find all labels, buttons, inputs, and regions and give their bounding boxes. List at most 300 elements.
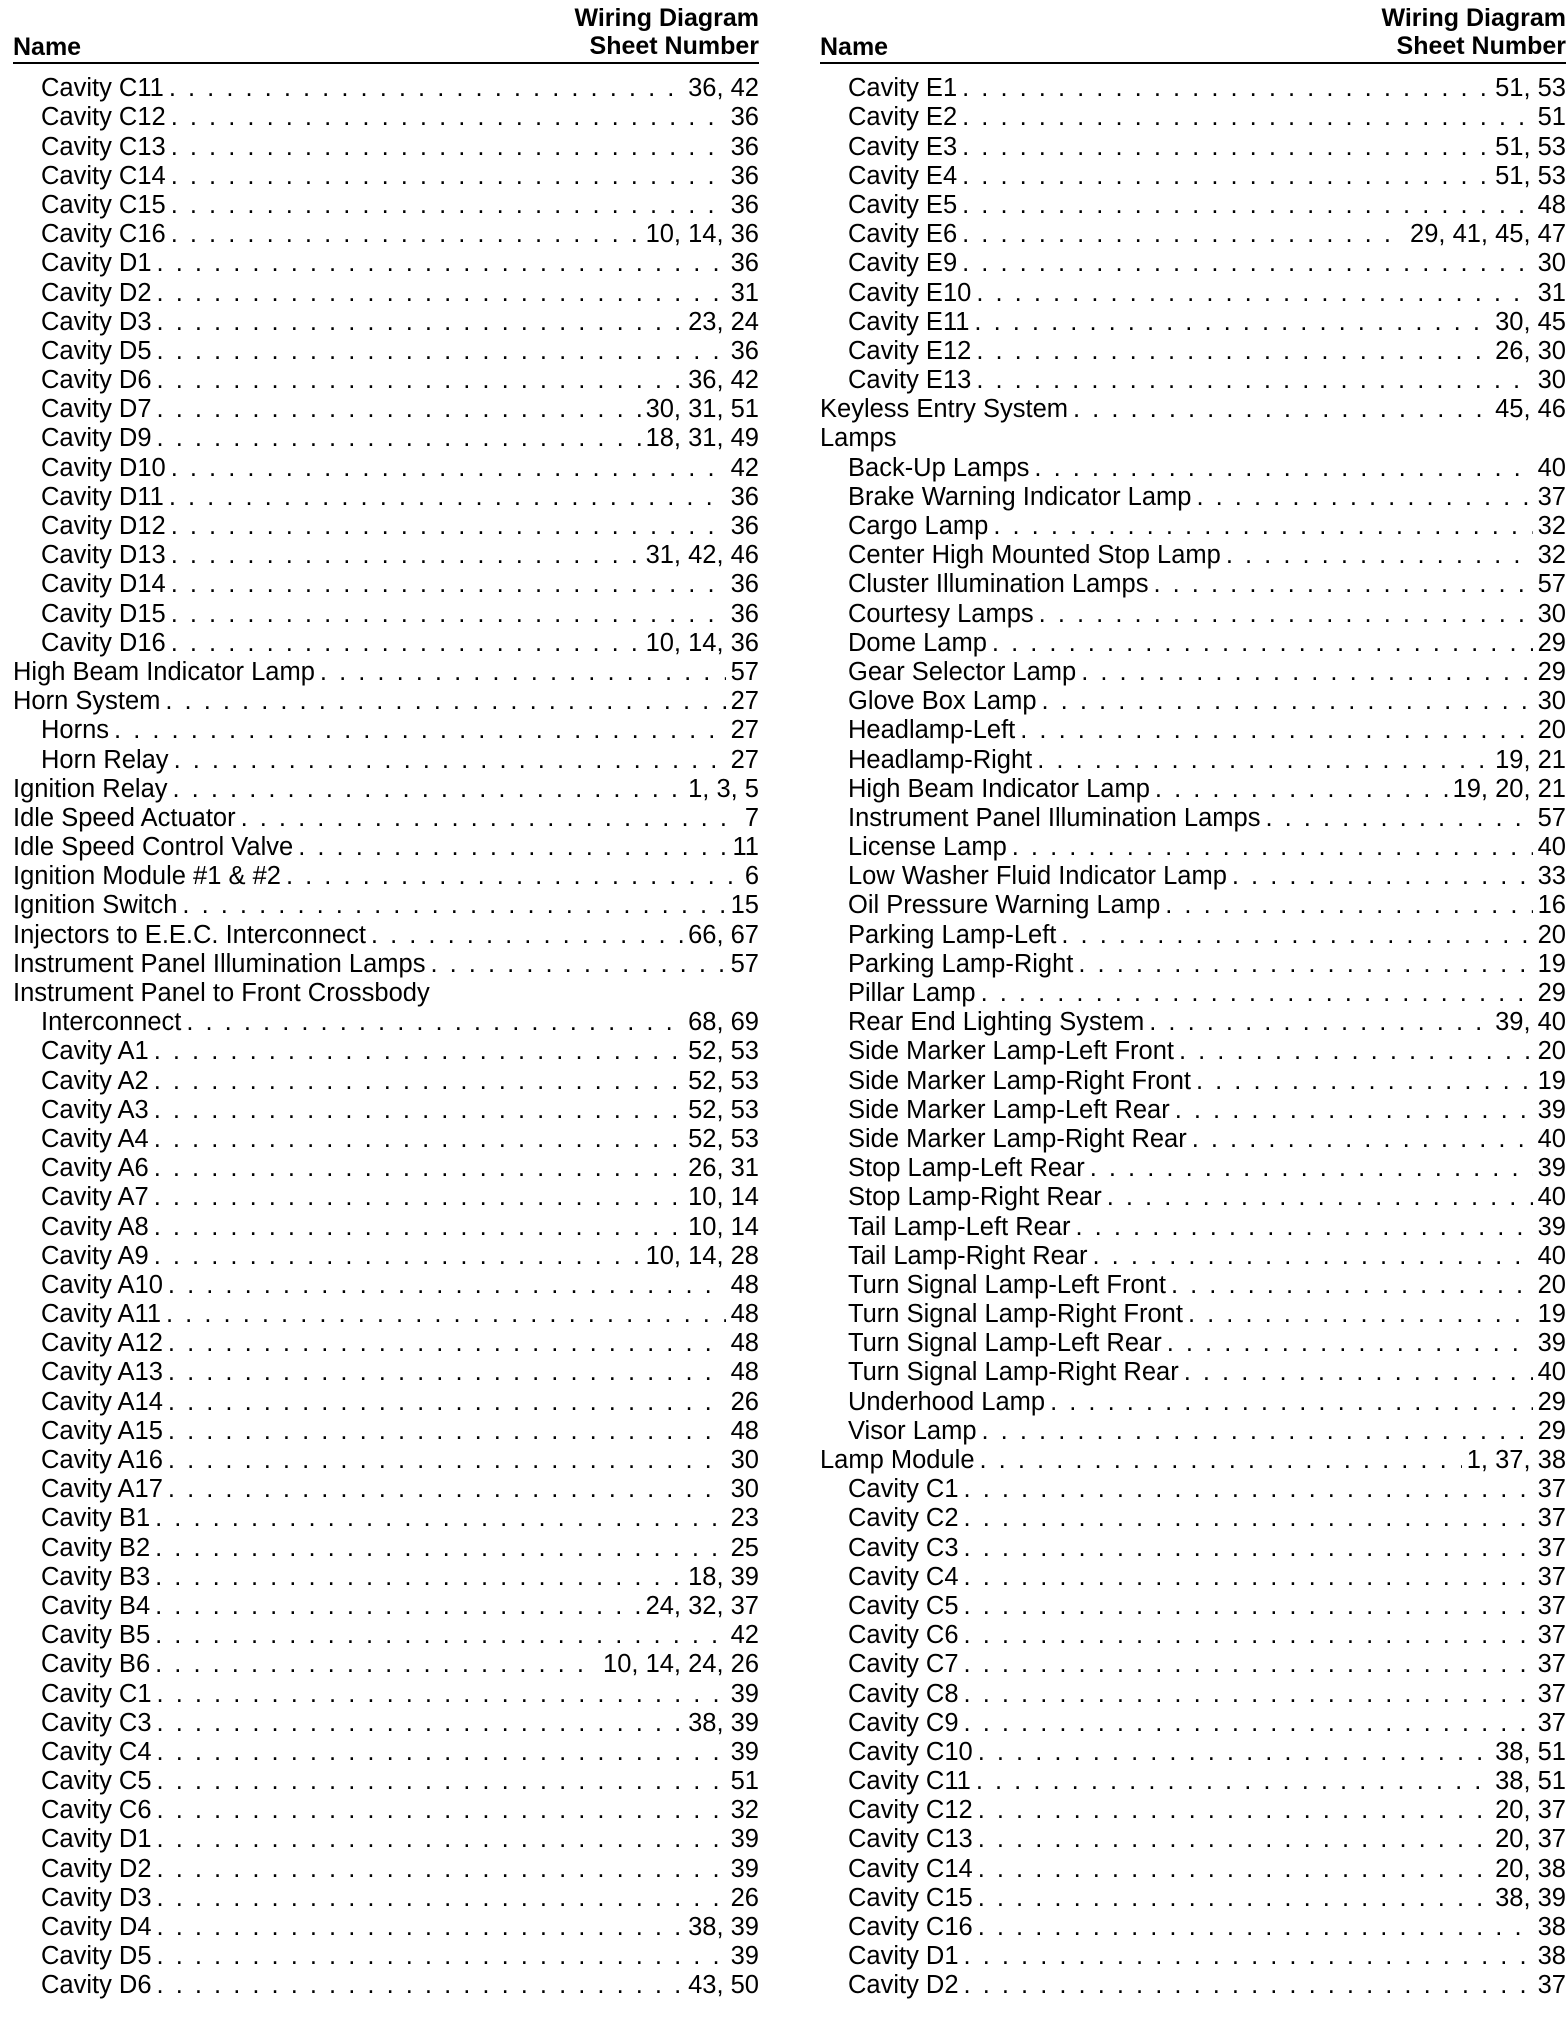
dot-leader xyxy=(168,1329,726,1357)
entry-name: Ignition Relay xyxy=(13,774,168,803)
dot-leader xyxy=(962,191,1533,219)
entry-name: Cavity C7 xyxy=(848,1650,959,1679)
entry-name: Cavity D15 xyxy=(41,599,166,628)
entry-name: High Beam Indicator Lamp xyxy=(848,774,1150,803)
entry-sheet-numbers: 27 xyxy=(730,687,759,716)
dot-leader xyxy=(1153,570,1532,598)
entry-sheet-numbers: 20, 38 xyxy=(1495,1854,1566,1883)
index-entry xyxy=(820,1299,1566,1328)
index-entry xyxy=(820,1328,1566,1357)
entry-sheet-numbers: 36 xyxy=(730,599,759,628)
entry-sheet-numbers: 39 xyxy=(730,1679,759,1708)
entry-name: Cavity E6 xyxy=(848,220,958,249)
entry-name: Back-Up Lamps xyxy=(848,453,1030,482)
entry-name: Idle Speed Control Valve xyxy=(13,833,294,862)
entry-sheet-numbers: 52, 53 xyxy=(688,1124,759,1153)
dot-leader xyxy=(154,1067,683,1095)
entry-name: Cavity A9 xyxy=(41,1241,149,1270)
index-entry xyxy=(13,248,759,277)
dot-leader xyxy=(1149,1008,1490,1036)
dot-leader xyxy=(964,1534,1533,1562)
entry-name: Cavity E10 xyxy=(848,278,972,307)
entry-sheet-numbers: 36 xyxy=(730,103,759,132)
index-entry xyxy=(820,452,1566,481)
index-entry xyxy=(13,511,759,540)
dot-leader xyxy=(168,1388,726,1416)
sheet-number-column-heading xyxy=(1381,4,1566,60)
dot-leader xyxy=(962,133,1490,161)
dot-leader xyxy=(157,1796,726,1824)
entry-name: Horn Relay xyxy=(41,745,169,774)
entry-sheet-numbers: 51, 53 xyxy=(1495,161,1566,190)
entry-sheet-numbers: 10, 14, 24, 26 xyxy=(603,1650,759,1679)
entry-sheet-numbers: 30 xyxy=(1537,366,1566,395)
entry-name: Idle Speed Actuator xyxy=(13,803,236,832)
entry-sheet-numbers: 32 xyxy=(730,1796,759,1825)
index-entry xyxy=(13,890,759,919)
entry-name: Tail Lamp-Right Rear xyxy=(848,1241,1088,1270)
index-entry xyxy=(13,628,759,657)
dot-leader xyxy=(964,1621,1533,1649)
entry-name: Cavity C16 xyxy=(848,1913,973,1941)
index-entry xyxy=(13,423,759,452)
entry-sheet-numbers: 20 xyxy=(1537,716,1566,745)
entry-sheet-numbers: 26 xyxy=(730,1387,759,1416)
entry-name: Cavity C13 xyxy=(848,1825,973,1854)
index-entry xyxy=(820,336,1566,365)
dot-leader xyxy=(1226,541,1533,569)
index-entry xyxy=(820,1182,1566,1211)
entry-name: Cavity E11 xyxy=(848,307,970,336)
dot-leader xyxy=(157,366,684,394)
entry-name: Courtesy Lamps xyxy=(848,599,1034,628)
entry-sheet-numbers: 39 xyxy=(730,1825,759,1854)
entry-sheet-numbers: 29 xyxy=(1537,979,1566,1007)
dot-leader xyxy=(157,249,726,277)
index-entry xyxy=(820,686,1566,715)
dot-leader xyxy=(964,1971,1533,1999)
index-entry xyxy=(820,1737,1566,1766)
entry-sheet-numbers: 38 xyxy=(1537,1913,1566,1941)
dot-leader xyxy=(1090,1154,1533,1182)
dot-leader xyxy=(157,279,726,307)
entry-sheet-numbers: 19, 20, 21 xyxy=(1452,774,1566,803)
index-entry xyxy=(820,890,1566,919)
entry-sheet-numbers: 1, 37, 38 xyxy=(1466,1446,1566,1474)
entry-name: Cavity A14 xyxy=(41,1387,163,1416)
index-entry xyxy=(820,1853,1566,1882)
index-entry xyxy=(13,1824,759,1853)
entry-sheet-numbers: 37 xyxy=(1537,1533,1566,1562)
entry-name: Gear Selector Lamp xyxy=(848,657,1077,686)
dot-leader xyxy=(174,746,726,774)
index-entry xyxy=(820,511,1566,540)
index-entry xyxy=(13,1328,759,1357)
entry-sheet-numbers: 20 xyxy=(1537,1037,1566,1066)
index-entry xyxy=(820,1124,1566,1153)
index-entry xyxy=(820,1270,1566,1299)
dot-leader xyxy=(1175,1096,1533,1124)
entry-sheet-numbers: 19 xyxy=(1537,1066,1566,1095)
entry-sheet-numbers: 51 xyxy=(1537,103,1566,132)
entry-sheet-numbers: 31, 42, 46 xyxy=(645,541,759,570)
index-entry xyxy=(820,1708,1566,1737)
dot-leader xyxy=(1265,804,1532,832)
dot-leader xyxy=(165,687,725,715)
entry-sheet-numbers: 51, 53 xyxy=(1495,132,1566,161)
dot-leader xyxy=(157,308,684,336)
index-entry xyxy=(820,1241,1566,1270)
dot-leader xyxy=(154,1242,641,1270)
entry-name: Cavity A10 xyxy=(41,1270,163,1299)
entry-name: Cavity D13 xyxy=(41,541,166,570)
entry-sheet-numbers: 26 xyxy=(730,1883,759,1912)
index-entries-right xyxy=(820,73,1566,1999)
entry-name: Cavity B1 xyxy=(41,1504,151,1533)
index-entry xyxy=(13,1036,759,1065)
entry-sheet-numbers: 40 xyxy=(1537,833,1566,862)
entry-name: Cavity A11 xyxy=(41,1300,162,1329)
entry-sheet-numbers: 33 xyxy=(1537,862,1566,891)
index-entry xyxy=(13,1883,759,1912)
entry-name: Cavity A3 xyxy=(41,1095,149,1124)
entry-name: Pillar Lamp xyxy=(848,979,976,1007)
dot-leader xyxy=(964,1475,1533,1503)
entry-name: Cavity D9 xyxy=(41,424,152,453)
entry-name: Cavity E13 xyxy=(848,366,972,395)
entry-name: Cavity A15 xyxy=(41,1416,163,1445)
index-entry xyxy=(13,1153,759,1182)
dot-leader xyxy=(155,1563,683,1591)
dot-leader xyxy=(182,891,725,919)
entry-name: Cavity D4 xyxy=(41,1913,152,1941)
dot-leader xyxy=(976,366,1532,394)
index-entry xyxy=(820,73,1566,102)
entry-name: Turn Signal Lamp-Left Front xyxy=(848,1270,1166,1299)
entry-sheet-numbers: 30 xyxy=(1537,599,1566,628)
entry-sheet-numbers: 39 xyxy=(730,1854,759,1883)
entry-name: Lamps xyxy=(820,424,897,453)
entry-name: Cavity C14 xyxy=(848,1854,973,1883)
entry-sheet-numbers: 39 xyxy=(1537,1329,1566,1358)
entry-name: Cavity E9 xyxy=(848,249,958,278)
dot-leader xyxy=(171,191,726,219)
dot-leader xyxy=(976,279,1532,307)
entry-sheet-numbers: 31 xyxy=(730,278,759,307)
entry-name: Cavity D1 xyxy=(41,249,152,278)
index-entry xyxy=(13,1095,759,1124)
entry-name: Cavity E12 xyxy=(848,336,972,365)
entry-name: Keyless Entry System xyxy=(820,395,1068,424)
index-entry xyxy=(820,598,1566,627)
dot-leader xyxy=(964,1592,1533,1620)
index-entry xyxy=(820,1503,1566,1532)
index-entry xyxy=(13,919,759,948)
entry-sheet-numbers: 39 xyxy=(730,1942,759,1971)
entry-name: Cavity C3 xyxy=(41,1708,152,1737)
column-header xyxy=(820,0,1566,64)
dot-leader xyxy=(157,1884,726,1912)
entry-name: Ignition Switch xyxy=(13,891,178,920)
index-entry xyxy=(820,1766,1566,1795)
dot-leader xyxy=(962,103,1533,131)
entry-sheet-numbers: 26, 31 xyxy=(688,1154,759,1183)
entry-sheet-numbers: 36 xyxy=(730,161,759,190)
entry-name: Cavity D1 xyxy=(41,1825,152,1854)
entry-name: Cavity A1 xyxy=(41,1037,149,1066)
entry-sheet-numbers: 30 xyxy=(1537,687,1566,716)
entry-name: Cavity A12 xyxy=(41,1329,163,1358)
index-entry xyxy=(820,715,1566,744)
dot-leader xyxy=(154,1037,683,1065)
index-entry xyxy=(13,1532,759,1561)
index-entry xyxy=(820,1970,1566,1999)
dot-leader xyxy=(978,1855,1490,1883)
dot-leader xyxy=(1196,1067,1533,1095)
entry-name: Headlamp-Left xyxy=(848,716,1016,745)
index-entry xyxy=(820,1824,1566,1853)
dot-leader xyxy=(171,133,726,161)
index-entry xyxy=(13,1562,759,1591)
index-entry xyxy=(13,1853,759,1882)
entry-name: Cavity A8 xyxy=(41,1212,149,1241)
entry-name: Stop Lamp-Right Rear xyxy=(848,1183,1102,1212)
entry-sheet-numbers: 39 xyxy=(1537,1212,1566,1241)
index-entry xyxy=(13,307,759,336)
entry-sheet-numbers: 36 xyxy=(730,512,759,540)
index-entry xyxy=(13,1270,759,1299)
index-entry xyxy=(820,277,1566,306)
entry-name: Cavity C12 xyxy=(41,103,166,132)
index-entry xyxy=(820,919,1566,948)
dot-leader xyxy=(964,1650,1533,1678)
entry-name: Cavity D5 xyxy=(41,1942,152,1971)
index-entry xyxy=(13,1649,759,1678)
dot-leader xyxy=(1042,687,1533,715)
dot-leader xyxy=(1155,775,1448,803)
entry-name: Cavity D3 xyxy=(41,1883,152,1912)
entry-sheet-numbers: 43, 50 xyxy=(688,1971,759,2000)
dot-leader xyxy=(286,862,740,890)
index-entry xyxy=(820,1532,1566,1561)
dot-leader xyxy=(241,804,740,832)
index-entry xyxy=(13,190,759,219)
entry-sheet-numbers: 37 xyxy=(1537,1621,1566,1650)
dot-leader xyxy=(964,1680,1533,1708)
dot-leader xyxy=(155,1504,726,1532)
dot-leader xyxy=(1171,1271,1533,1299)
entry-sheet-numbers: 29, 41, 45, 47 xyxy=(1410,220,1566,249)
index-entry xyxy=(820,978,1566,1007)
index-entry xyxy=(13,657,759,686)
index-entry xyxy=(13,1445,759,1474)
index-entry xyxy=(820,1007,1566,1036)
dot-leader xyxy=(171,629,641,657)
dot-leader xyxy=(1167,1329,1533,1357)
entry-name: Cavity C11 xyxy=(41,74,164,103)
dot-leader xyxy=(992,629,1533,657)
entry-sheet-numbers: 40 xyxy=(1537,1183,1566,1212)
entry-sheet-numbers: 40 xyxy=(1537,453,1566,482)
entry-sheet-numbers: 39 xyxy=(730,1737,759,1766)
dot-leader xyxy=(171,454,726,482)
index-entry xyxy=(820,949,1566,978)
dot-leader xyxy=(1073,395,1490,423)
entry-name: Visor Lamp xyxy=(848,1416,977,1445)
sheet-heading-line-2: Sheet Number xyxy=(589,32,759,60)
entry-name: Cavity C1 xyxy=(848,1475,959,1504)
entry-name: Cluster Illumination Lamps xyxy=(848,570,1149,599)
entry-sheet-numbers: 26, 30 xyxy=(1495,336,1566,365)
dot-leader xyxy=(1076,1213,1533,1241)
index-entry xyxy=(13,1299,759,1328)
dot-leader xyxy=(1179,1037,1533,1065)
entry-name: Cavity E5 xyxy=(848,190,958,219)
entry-name: Cavity C4 xyxy=(41,1737,152,1766)
index-entry xyxy=(820,423,1566,452)
entry-sheet-numbers: 57 xyxy=(1537,570,1566,599)
entry-name: Stop Lamp-Left Rear xyxy=(848,1154,1085,1183)
index-entry xyxy=(13,1620,759,1649)
dot-leader xyxy=(154,1154,683,1182)
entry-sheet-numbers: 10, 14 xyxy=(688,1212,759,1241)
entry-sheet-numbers: 38, 51 xyxy=(1495,1767,1566,1796)
index-entry xyxy=(820,248,1566,277)
entry-name: Cavity D7 xyxy=(41,395,152,424)
entry-name: Parking Lamp-Left xyxy=(848,920,1057,949)
entry-sheet-numbers: 30, 45 xyxy=(1495,307,1566,336)
index-entry xyxy=(820,1386,1566,1415)
entry-sheet-numbers: 38, 51 xyxy=(1495,1737,1566,1766)
entry-sheet-numbers: 38, 39 xyxy=(688,1708,759,1737)
dot-leader xyxy=(155,1621,726,1649)
index-entry xyxy=(820,365,1566,394)
dot-leader xyxy=(1039,600,1533,628)
index-entry xyxy=(820,657,1566,686)
index-entry xyxy=(13,540,759,569)
index-entry xyxy=(13,365,759,394)
entry-name: Turn Signal Lamp-Right Front xyxy=(848,1300,1183,1329)
dot-leader xyxy=(169,483,726,511)
index-entry xyxy=(13,1474,759,1503)
index-entry xyxy=(820,131,1566,160)
entry-sheet-numbers: 18, 31, 49 xyxy=(645,424,759,453)
entry-name: Instrument Panel Illumination Lamps xyxy=(13,949,426,978)
entry-sheet-numbers: 10, 14, 36 xyxy=(645,220,759,249)
index-entry xyxy=(820,219,1566,248)
dot-leader xyxy=(974,308,1490,336)
dot-leader xyxy=(976,337,1490,365)
sheet-number-column-heading xyxy=(574,4,759,60)
entry-name: Cavity C3 xyxy=(848,1533,959,1562)
entry-sheet-numbers: 42 xyxy=(730,453,759,482)
entry-name: Cavity C16 xyxy=(41,220,166,249)
entry-name: Cavity C10 xyxy=(848,1737,973,1766)
entry-sheet-numbers: 52, 53 xyxy=(688,1066,759,1095)
entry-sheet-numbers: 30, 31, 51 xyxy=(645,395,759,424)
index-entry xyxy=(820,1678,1566,1707)
entry-sheet-numbers: 39 xyxy=(1537,1154,1566,1183)
dot-leader xyxy=(371,921,683,949)
entry-sheet-numbers: 37 xyxy=(1537,1971,1566,2000)
dot-leader xyxy=(168,1446,726,1474)
entry-sheet-numbers: 36 xyxy=(730,249,759,278)
entry-sheet-numbers: 37 xyxy=(1537,1562,1566,1591)
entry-name: Lamp Module xyxy=(820,1446,975,1474)
dot-leader xyxy=(171,570,726,598)
index-entry xyxy=(820,1562,1566,1591)
entry-name: Turn Signal Lamp-Right Rear xyxy=(848,1358,1179,1387)
dot-leader xyxy=(155,1650,598,1678)
entry-sheet-numbers: 16 xyxy=(1537,891,1566,920)
index-entry xyxy=(13,219,759,248)
dot-leader xyxy=(155,1592,640,1620)
dot-leader xyxy=(978,1796,1490,1824)
entry-sheet-numbers: 57 xyxy=(730,949,759,978)
entry-name: Cavity D14 xyxy=(41,570,166,599)
entry-sheet-numbers: 37 xyxy=(1537,1679,1566,1708)
entry-sheet-numbers: 30 xyxy=(730,1475,759,1504)
entry-sheet-numbers: 36, 42 xyxy=(688,74,759,103)
entry-sheet-numbers: 52, 53 xyxy=(688,1095,759,1124)
dot-leader xyxy=(168,1358,726,1386)
entry-sheet-numbers: 39, 40 xyxy=(1495,1008,1566,1037)
entry-name: Cavity A7 xyxy=(41,1183,149,1212)
entry-sheet-numbers: 36, 42 xyxy=(688,366,759,395)
index-entry xyxy=(13,1007,759,1036)
dot-leader xyxy=(157,395,641,423)
dot-leader xyxy=(964,1709,1533,1737)
entry-name: Cavity C15 xyxy=(848,1883,973,1912)
index-entry xyxy=(13,1065,759,1094)
entry-name: Horns xyxy=(41,716,110,745)
dot-leader xyxy=(1061,921,1532,949)
index-entry xyxy=(13,1503,759,1532)
dot-leader xyxy=(964,1563,1533,1591)
index-entry xyxy=(13,73,759,102)
dot-leader xyxy=(154,1125,683,1153)
dot-leader xyxy=(320,658,726,686)
index-entry xyxy=(13,482,759,511)
name-column-heading: Name xyxy=(820,33,889,61)
entry-sheet-numbers: 37 xyxy=(1537,1475,1566,1504)
index-entry xyxy=(820,1036,1566,1065)
index-entry xyxy=(13,1416,759,1445)
dot-leader xyxy=(186,1008,683,1036)
entry-sheet-numbers: 48 xyxy=(730,1270,759,1299)
index-entry xyxy=(13,686,759,715)
entry-sheet-numbers: 48 xyxy=(730,1300,759,1329)
index-entry xyxy=(13,1591,759,1620)
entry-name: Cavity D16 xyxy=(41,628,166,657)
dot-leader xyxy=(171,600,726,628)
entry-name: Cavity B5 xyxy=(41,1621,151,1650)
entry-name: Cavity D1 xyxy=(848,1942,959,1971)
dot-leader xyxy=(1107,1183,1533,1211)
index-entry xyxy=(13,1766,759,1795)
entry-sheet-numbers: 25 xyxy=(730,1533,759,1562)
index-entries-left xyxy=(13,73,759,1999)
entry-sheet-numbers: 37 xyxy=(1537,1708,1566,1737)
entry-sheet-numbers: 11 xyxy=(732,833,759,862)
index-entry xyxy=(820,1474,1566,1503)
entry-name: Cavity C11 xyxy=(848,1767,971,1796)
entry-name: Brake Warning Indicator Lamp xyxy=(848,482,1192,511)
entry-sheet-numbers: 37 xyxy=(1537,482,1566,511)
entry-sheet-numbers: 66, 67 xyxy=(688,920,759,949)
entry-name: Ignition Module #1 & #2 xyxy=(13,862,281,891)
entry-name: Cavity D11 xyxy=(41,482,164,511)
